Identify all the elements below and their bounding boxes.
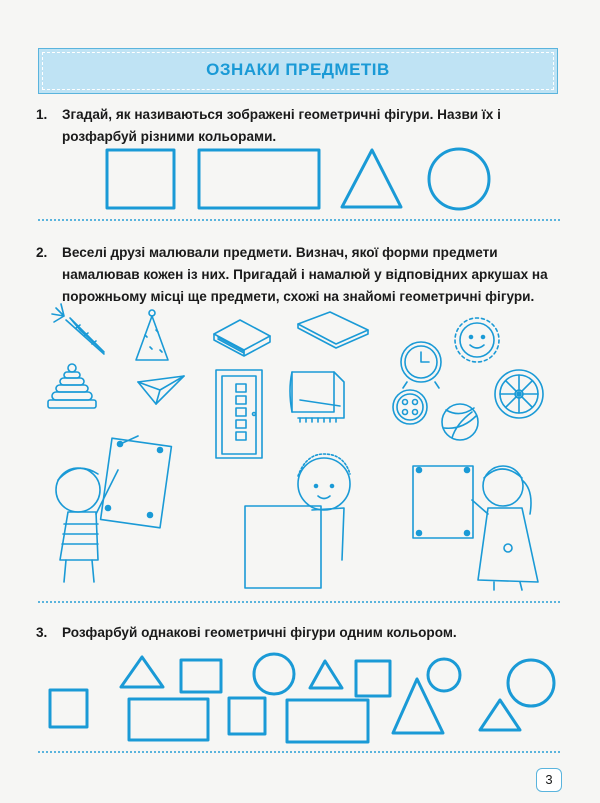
boy-painting-icon <box>56 436 171 582</box>
task3-rectangle-1 <box>129 699 208 740</box>
ball-icon <box>442 404 478 440</box>
door-icon <box>216 370 262 458</box>
task3-square-1 <box>50 690 87 727</box>
rectangle-shape <box>199 150 319 208</box>
party-hat-icon <box>136 310 168 360</box>
task-3-text: Розфарбуй однакові геометричні фігури одним кольором. <box>62 625 457 640</box>
task-2-text: Веселі друзі малювали предмети. Визнач, якої форми предмети намалював кожен із них. Пригадай і намалюй у відповідних аркушах на порожньому місці ще предмети, схожі на знайомі геометричні фігури. <box>62 245 548 304</box>
circle-shape <box>429 149 489 209</box>
button-icon <box>393 390 427 424</box>
task3-triangle-2 <box>310 661 342 688</box>
task3-triangle-1 <box>121 657 163 687</box>
task3-rectangle-2 <box>181 660 221 692</box>
pyramid-toy-icon <box>48 364 96 408</box>
notebook-icon <box>298 312 368 348</box>
towel-icon <box>290 372 344 422</box>
task-2-number: 2. <box>36 245 48 260</box>
task3-square-3 <box>356 661 390 696</box>
girl-drawing-icon <box>413 466 538 590</box>
paper-plane-icon <box>138 376 184 404</box>
page-number: 3 <box>536 768 562 792</box>
task3-circle-1 <box>254 654 294 694</box>
task3-square-2 <box>229 698 265 734</box>
wheel-icon <box>495 370 543 418</box>
task3-circle-2 <box>428 659 460 691</box>
task-3-number: 3. <box>36 625 48 640</box>
task3-circle-3 <box>508 660 554 706</box>
boy-holding-sheet-icon <box>245 454 350 588</box>
task-1-text: Згадай, як називаються зображені геометричні фігури. Назви їх і розфарбуй різними кольорами. <box>62 107 501 144</box>
square-shape <box>107 150 174 208</box>
clock-icon <box>401 342 441 388</box>
triangle-shape <box>342 150 401 207</box>
book-icon <box>214 320 270 356</box>
carrot-icon <box>52 304 104 354</box>
sun-icon <box>455 318 499 362</box>
task-1-number: 1. <box>36 107 48 122</box>
task3-triangle-4 <box>480 700 520 730</box>
page-title: ОЗНАКИ ПРЕДМЕТІВ <box>206 60 390 79</box>
task3-rectangle-3 <box>287 700 368 742</box>
